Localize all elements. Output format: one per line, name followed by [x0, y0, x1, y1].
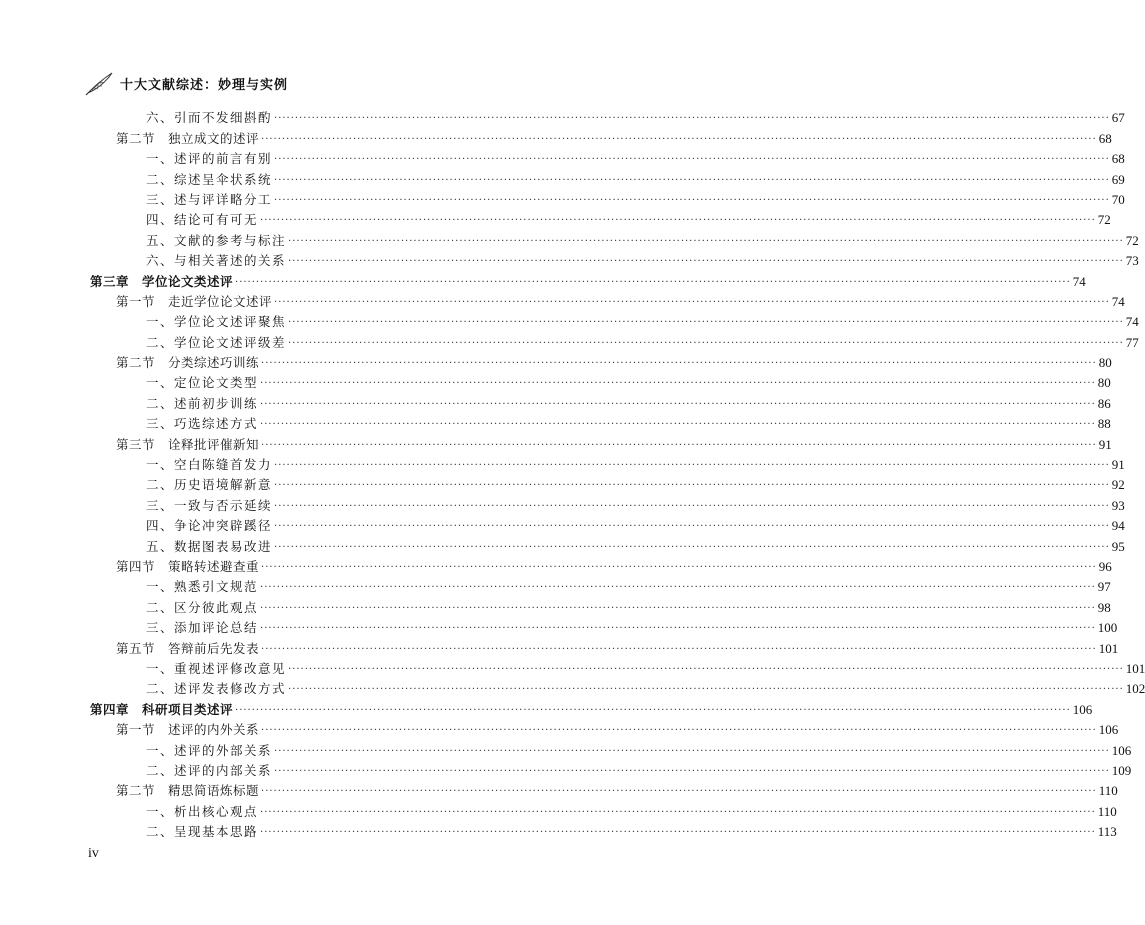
dot-leader: ········································································································································································································ — [274, 194, 1110, 206]
toc-entry-label: 第五节 答辩前后先发表 — [116, 640, 260, 656]
toc-subsection-entry — [90, 595, 1111, 615]
dot-leader: ········································································································································································································ — [274, 174, 1110, 186]
toc-subsection-entry — [90, 412, 1111, 432]
toc-subsection-entry — [90, 575, 1111, 595]
toc-entry-label: 一、重视述评修改意见 — [146, 660, 287, 676]
toc-entry-page: 106 — [1098, 722, 1119, 738]
dot-leader: ········································································································································································································ — [274, 113, 1110, 125]
toc-entry-label: 一、学位论文述评聚焦 — [146, 314, 287, 330]
dot-leader: ········································································································································································································ — [288, 337, 1124, 349]
toc-subsection-entry — [90, 534, 1125, 554]
toc-entry-page: 74 — [1111, 293, 1125, 309]
toc-entry-label: 三、巧选综述方式 — [146, 416, 259, 432]
toc-entry-label: 三、添加评论总结 — [146, 620, 259, 636]
toc-section-entry — [90, 126, 1112, 146]
dot-leader: ········································································································································································································ — [260, 215, 1096, 227]
toc-entry-label: 一、空白陈缝首发力 — [146, 457, 273, 473]
toc-entry-page: 96 — [1098, 558, 1112, 574]
toc-subsection-entry — [90, 228, 1139, 248]
toc-entry-page: 101 — [1125, 660, 1145, 676]
toc-chapter-entry — [90, 269, 1086, 289]
dot-leader: ········································································································································································································ — [260, 582, 1096, 594]
toc-section-entry — [90, 351, 1112, 371]
toc-section-entry — [90, 636, 1119, 656]
toc-entry-page: 93 — [1111, 497, 1125, 513]
toc-entry-label: 三、述与评详略分工 — [146, 191, 273, 207]
toc-entry-page: 102 — [1125, 681, 1145, 697]
toc-entry-page: 106 — [1072, 701, 1093, 717]
toc-entry-page: 95 — [1111, 538, 1125, 554]
toc-entry-page: 109 — [1111, 762, 1132, 778]
toc-chapter-entry — [90, 697, 1093, 717]
dot-leader: ········································································································································································································ — [260, 378, 1096, 390]
toc-subsection-entry — [90, 249, 1139, 269]
toc-subsection-entry — [90, 391, 1111, 411]
toc-entry-label: 二、历史语境解新意 — [146, 477, 273, 493]
toc-entry-label: 二、区分彼此观点 — [146, 599, 259, 615]
toc-entry-page: 101 — [1098, 640, 1119, 656]
dot-leader: ········································································································································································································ — [260, 602, 1096, 614]
toc-entry-label: 三、一致与否示延续 — [146, 497, 273, 513]
dot-leader: ········································································································································································································ — [261, 561, 1097, 573]
running-header — [86, 70, 566, 96]
toc-entry-label: 二、述评的内部关系 — [146, 762, 273, 778]
toc-entry-label: 六、与相关著述的关系 — [146, 253, 287, 269]
toc-subsection-entry — [90, 738, 1132, 758]
toc-entry-label: 第二节 精思简语炼标题 — [116, 783, 260, 799]
toc-entry-page: 74 — [1072, 273, 1086, 289]
dot-leader: ········································································································································································································ — [288, 663, 1124, 675]
toc-entry-label: 一、熟悉引文规范 — [146, 579, 259, 595]
toc-entry-label: 一、述评的前言有别 — [146, 151, 273, 167]
toc-subsection-entry — [90, 473, 1125, 493]
toc-entry-label: 一、定位论文类型 — [146, 375, 259, 391]
toc-section-entry — [90, 718, 1119, 738]
dot-leader: ········································································································································································································ — [261, 725, 1097, 737]
dot-leader: ········································································································································································································ — [260, 419, 1096, 431]
dot-leader: ········································································································································································································ — [288, 256, 1124, 268]
toc-section-entry — [90, 779, 1118, 799]
toc-entry-page: 88 — [1097, 416, 1111, 432]
toc-entry-label: 六、引而不发细斟酌 — [146, 110, 273, 126]
toc-entry-label: 第一节 走近学位论文述评 — [116, 293, 273, 309]
toc-subsection-entry — [90, 371, 1111, 391]
toc-entry-page: 72 — [1125, 232, 1139, 248]
toc-subsection-entry — [90, 310, 1139, 330]
toc-entry-label: 四、结论可有可无 — [146, 212, 259, 228]
dot-leader: ········································································································································································································ — [274, 745, 1110, 757]
toc-entry-page: 98 — [1097, 599, 1111, 615]
toc-entry-page: 72 — [1097, 212, 1111, 228]
toc-entry-page: 86 — [1097, 395, 1111, 411]
quill-icon — [86, 71, 114, 95]
dot-leader: ········································································································································································································ — [274, 480, 1110, 492]
toc-section-entry — [90, 432, 1112, 452]
dot-leader: ········································································································································································································ — [260, 806, 1096, 818]
dot-leader: ········································································································································································································ — [274, 541, 1110, 553]
dot-leader: ········································································································································································································ — [261, 358, 1097, 370]
toc-entry-page: 106 — [1111, 742, 1132, 758]
toc-subsection-entry — [90, 799, 1117, 819]
dot-leader: ········································································································································································································ — [260, 398, 1096, 410]
dot-leader: ········································································································································································································ — [288, 684, 1124, 696]
dot-leader: ········································································································································································································ — [274, 500, 1110, 512]
toc-entry-label: 二、综述呈伞状系统 — [146, 171, 273, 187]
toc-entry-page: 97 — [1097, 579, 1111, 595]
toc-entry-page: 74 — [1125, 314, 1139, 330]
toc-entry-label: 第四章 科研项目类述评 — [90, 701, 234, 717]
toc-entry-label: 二、呈现基本思路 — [146, 824, 259, 840]
toc-subsection-entry — [90, 820, 1117, 840]
toc-subsection-entry — [90, 514, 1125, 534]
dot-leader: ········································································································································································································ — [274, 460, 1110, 472]
toc-entry-page: 68 — [1098, 130, 1112, 146]
toc-entry-label: 二、学位论文述评级差 — [146, 334, 287, 350]
toc-entry-label: 五、数据图表易改进 — [146, 538, 273, 554]
toc-entry-label: 第一节 述评的内外关系 — [116, 722, 260, 738]
toc-entry-page: 68 — [1111, 151, 1125, 167]
dot-leader: ········································································································································································································ — [235, 276, 1071, 288]
toc-entry-page: 80 — [1097, 375, 1111, 391]
toc-entry-label: 二、述评发表修改方式 — [146, 681, 287, 697]
toc-entry-page: 91 — [1111, 457, 1125, 473]
toc-subsection-entry — [90, 493, 1125, 513]
dot-leader: ········································································································································································································ — [261, 786, 1097, 798]
toc-entry-page: 94 — [1111, 518, 1125, 534]
toc-entry-label: 二、述前初步训练 — [146, 395, 259, 411]
toc-entry-page: 67 — [1111, 110, 1125, 126]
toc-entry-label: 第四节 策略转述避查重 — [116, 558, 260, 574]
toc-subsection-entry — [90, 188, 1125, 208]
dot-leader: ········································································································································································································ — [260, 623, 1096, 635]
toc-entry-label: 一、析出核心观点 — [146, 803, 259, 819]
toc-entry-page: 73 — [1125, 253, 1139, 269]
toc-entry-label: 一、述评的外部关系 — [146, 742, 273, 758]
toc-entry-label: 五、文献的参考与标注 — [146, 232, 287, 248]
toc-subsection-entry — [90, 657, 1145, 677]
toc-entry-page: 80 — [1098, 355, 1112, 371]
dot-leader: ········································································································································································································ — [288, 317, 1124, 329]
toc-subsection-entry — [90, 330, 1139, 350]
toc-entry-page: 91 — [1098, 436, 1112, 452]
toc-section-entry — [90, 290, 1125, 310]
toc-subsection-entry — [90, 147, 1125, 167]
toc-subsection-entry — [90, 106, 1125, 126]
toc-entry-page: 70 — [1111, 191, 1125, 207]
toc-entry-label: 第二节 分类综述巧训练 — [116, 355, 260, 371]
dot-leader: ········································································································································································································ — [274, 765, 1110, 777]
toc-entry-page: 110 — [1098, 783, 1118, 799]
toc-entry-page: 69 — [1111, 171, 1125, 187]
toc-subsection-entry — [90, 759, 1132, 779]
toc-entry-page: 100 — [1097, 620, 1118, 636]
toc-entry-page: 113 — [1097, 824, 1117, 840]
toc-section-entry — [90, 555, 1112, 575]
toc-subsection-entry — [90, 208, 1111, 228]
toc-entry-label: 第三章 学位论文类述评 — [90, 273, 234, 289]
toc-entry-label: 四、争论冲突辟蹊径 — [146, 518, 273, 534]
toc-entry-label: 第二节 独立成文的述评 — [116, 130, 260, 146]
dot-leader: ········································································································································································································ — [235, 704, 1071, 716]
dot-leader: ········································································································································································································ — [274, 296, 1110, 308]
page-number: iv — [88, 846, 99, 861]
toc-subsection-entry — [90, 616, 1118, 636]
dot-leader: ········································································································································································································ — [261, 643, 1097, 655]
dot-leader: ········································································································································································································ — [261, 133, 1097, 145]
dot-leader: ········································································································································································································ — [274, 154, 1110, 166]
toc-subsection-entry — [90, 453, 1125, 473]
dot-leader: ········································································································································································································ — [260, 827, 1096, 839]
toc-entry-page: 92 — [1111, 477, 1125, 493]
dot-leader: ········································································································································································································ — [261, 439, 1097, 451]
toc-entry-page: 110 — [1097, 803, 1117, 819]
table-of-contents — [90, 106, 1145, 840]
dot-leader: ········································································································································································································ — [288, 235, 1124, 247]
dot-leader: ········································································································································································································ — [274, 521, 1110, 533]
toc-entry-label: 第三节 诠释批评催新知 — [116, 436, 260, 452]
toc-subsection-entry — [90, 167, 1125, 187]
toc-subsection-entry — [90, 677, 1145, 697]
toc-entry-page: 77 — [1125, 334, 1139, 350]
book-title: 十大文献综述：妙理与实例 — [120, 77, 289, 93]
